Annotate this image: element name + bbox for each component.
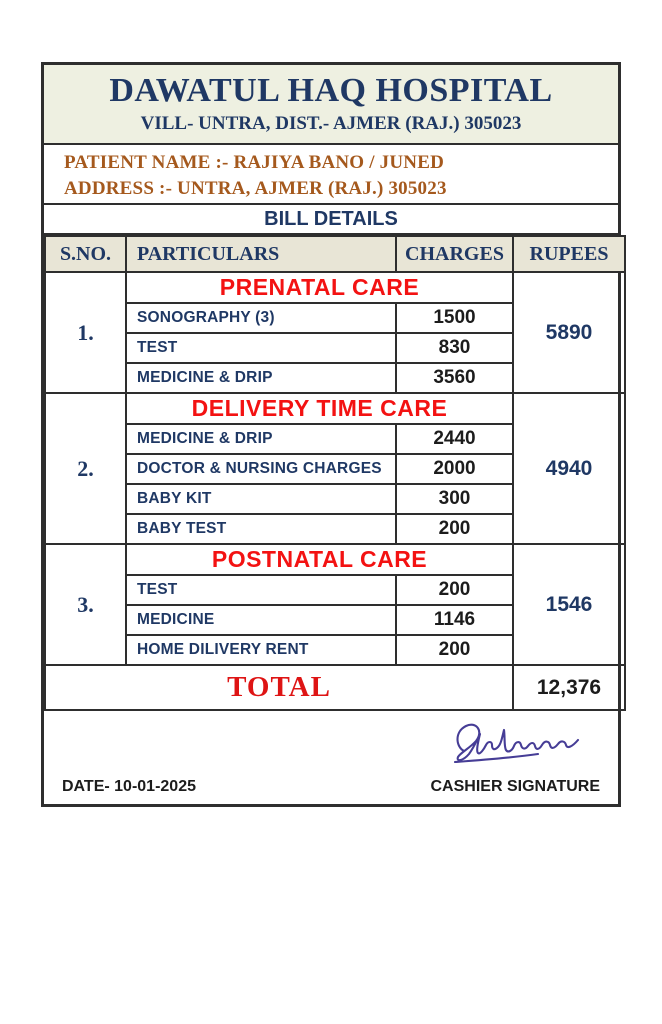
item-label: MEDICINE & DRIP: [126, 363, 396, 393]
patient-address-line: ADDRESS :- UNTRA, AJMER (RAJ.) 305023: [64, 178, 447, 199]
item-charge: 200: [396, 514, 513, 544]
bill-date: DATE- 10-01-2025: [62, 778, 196, 795]
section-3-sno: 3.: [45, 544, 126, 665]
item-charge: 200: [396, 575, 513, 605]
item-charge: 1146: [396, 605, 513, 635]
item-label: MEDICINE: [126, 605, 396, 635]
item-charge: 830: [396, 333, 513, 363]
item-charge: 3560: [396, 363, 513, 393]
item-label: BABY KIT: [126, 484, 396, 514]
item-label: DOCTOR & NURSING CHARGES: [126, 454, 396, 484]
bill-table-header-row: [45, 236, 625, 272]
item-charge: 2440: [396, 424, 513, 454]
column-header-charges: CHARGES: [396, 236, 513, 272]
section-2-sno: 2.: [45, 393, 126, 544]
section-1-sno: 1.: [45, 272, 126, 393]
item-label: SONOGRAPHY (3): [126, 303, 396, 333]
column-header-particulars: PARTICULARS: [126, 236, 396, 272]
patient-name-line: PATIENT NAME :- RAJIYA BANO / JUNED: [64, 152, 444, 173]
hospital-name: DAWATUL HAQ HOSPITAL: [109, 72, 553, 109]
hospital-header: [44, 65, 618, 145]
item-charge: 300: [396, 484, 513, 514]
section-2-rupees-total: 4940: [513, 393, 625, 544]
item-charge: 2000: [396, 454, 513, 484]
section-3-rupees-total: 1546: [513, 544, 625, 665]
total-row: [45, 665, 625, 710]
column-header-rupees: RUPEES: [513, 236, 625, 272]
item-label: TEST: [126, 575, 396, 605]
section-1-title: PRENATAL CARE: [126, 272, 513, 303]
column-header-sno: S.NO.: [45, 236, 126, 272]
hospital-address: VILL- UNTRA, DIST.- AJMER (RAJ.) 305023: [140, 113, 522, 134]
total-value: 12,376: [513, 665, 625, 710]
section-3-title: POSTNATAL CARE: [126, 544, 513, 575]
item-label: BABY TEST: [126, 514, 396, 544]
section-1-header-row: [45, 272, 625, 303]
bill-table: [44, 235, 626, 711]
handwritten-signature-icon: [442, 717, 602, 769]
bill-footer: [44, 711, 618, 804]
item-label: MEDICINE & DRIP: [126, 424, 396, 454]
total-label: TOTAL: [45, 665, 513, 710]
item-label: HOME DILIVERY RENT: [126, 635, 396, 665]
section-1-rupees-total: 5890: [513, 272, 625, 393]
section-2-title: DELIVERY TIME CARE: [126, 393, 513, 424]
footer-row: [44, 778, 618, 796]
item-charge: 200: [396, 635, 513, 665]
patient-info-block: [44, 145, 618, 205]
bill-details-title: BILL DETAILS: [44, 205, 618, 235]
hospital-bill-document: [41, 62, 621, 807]
item-charge: 1500: [396, 303, 513, 333]
section-2-header-row: [45, 393, 625, 424]
cashier-signature-label: CASHIER SIGNATURE: [430, 778, 600, 795]
section-3-header-row: [45, 544, 625, 575]
item-label: TEST: [126, 333, 396, 363]
